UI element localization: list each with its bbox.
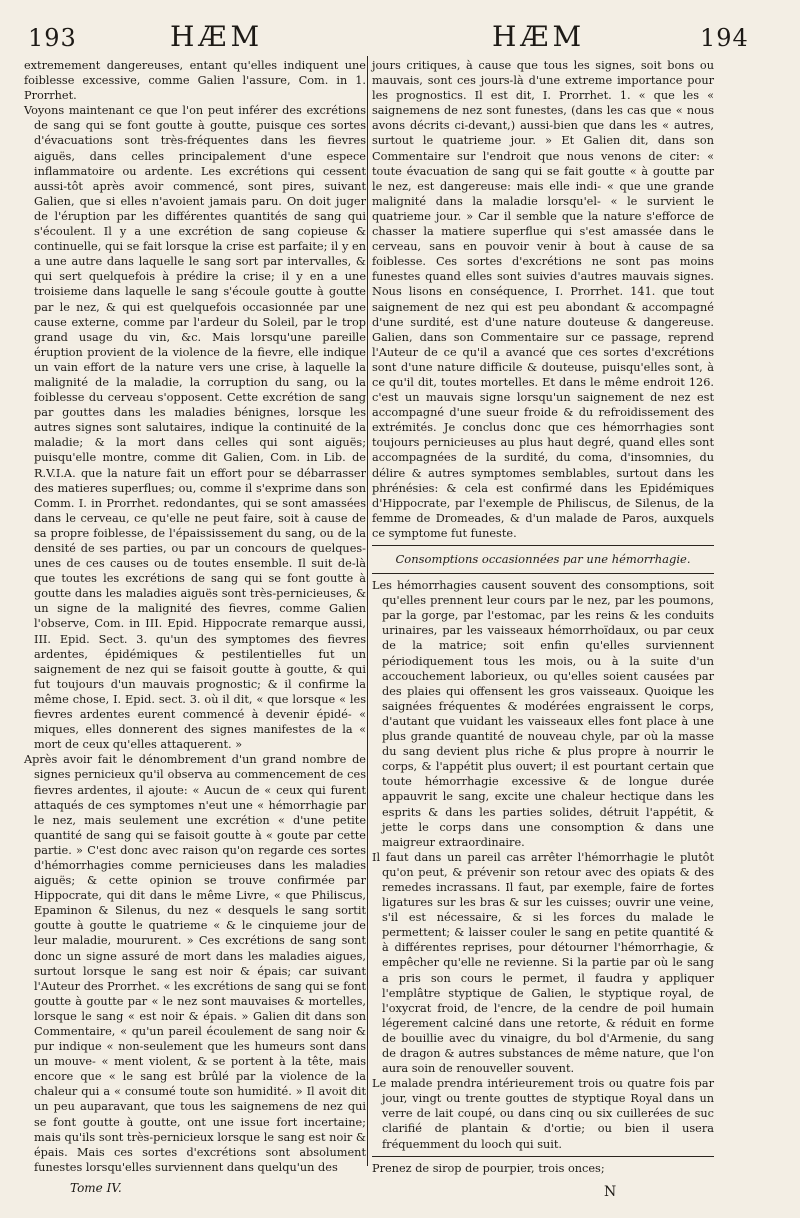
section-rule [372,545,714,546]
right-column [372,58,714,1176]
page-number-right: 194 [700,24,749,52]
paragraph: Les hémorrhagies causent souvent des consomptions, soit qu'elles prennent leur cours par le nez, par les poumons, par la gorge, par l'estomac, par les reins & les conduits urinaires, par les vaisseaux hémorrhoïdaux, ou par ceux de la matrice; soit enfin qu'elles surviennent périodiquement tous les mois, ou à la suite d'un accouchement laborieux, ou qu'elles soient causées par des plaies qui offensent les gros vaisseaux. Quoique les saignées fréquentes & modérées engraissent le corps, d'autant que vuidant les vaisseaux elles font place à une plus grande quantité de nouveau chyle, par où la masse du sang devient plus riche & plus propre à nourrir le corps, & l'appétit plus ouvert; il est pourtant certain que toute hémorrhagie excessive & de longue durée appauvrit le sang, excite une chaleur hectique dans les esprits & dans les parties solides, détruit l'appétit, & jette le corps dans une consomption & dans une maigreur extraordinaire. [372,579,714,849]
headword-right: HÆM [492,20,586,53]
paragraph: Après avoir fait le dénombrement d'un grand nombre de signes pernicieux qu'il observa au commencement de ces fievres ardentes, il ajoute: « Aucun de « ceux qui furent attaqués de ces symptomes n'eut une « hémorrhagie par le nez, mais seulement une excrétion « d'une petite quantité de sang qui se faisoit goutte à « goute par cette partie. » C'est donc avec raison qu'on regarde ces sortes d'hémorrhagies comme pernicieuses dans les maladies aiguës; & cette opinion se trouve confirmée par Hippocrate, qui dit dans le même Livre, « que Philiscus, Epaminon & Silenus, du nez « desquels le sang sortit goutte à goutte le quatrieme « & le cinquieme jour de leur maladie, moururent. » Ces excrétions de sang sont donc un signe assuré de mort dans les maladies aigues, surtout lorsque le sang est noir & épais; car suivant l'Auteur des Prorrhet. « les excrétions de sang qui se font goutte à goutte par « le nez sont mauvaises & mortelles, lorsque le sang « est noir & épais. » Galien dit dans son Commentaire, « qu'un pareil écoulement de sang noir & pur indique « non-seulement que les humeurs sont dans un mouve- « ment violent, & se portent à la tête, mais encore que « le sang est brûlé par la violence de la chaleur qui a « consumé toute son humidité. » Il avoit dit un peu auparavant, que tous les saignemens de nez qui se font goutte à goutte, ont une issue fort incertaine; mais qu'ils sont très-pernicieux lorsque le sang est noir & épais. Mais ces sortes d'excrétions sont absolument funestes lorsqu'elles surviennent dans quelqu'un des [24,753,366,1174]
paragraph: extremement dangereuses, entant qu'elles indiquent une foiblesse excessive, comme Galien l'assure, Com. in 1. Prorrhet. [24,59,366,103]
paragraph: Il faut dans un pareil cas arrêter l'hémorrhagie le plutôt qu'on peut, & prévenir son retour avec des opiats & des remedes incrassans. Il faut, par exemple, faire de fortes ligatures sur les bras & sur les cuisses; ouvrir une veine, s'il est nécessaire, & si les forces du malade le permettent; & laisser couler le sang en petite quantité & à différentes reprises, pour détourner l'hémorrhagie, & empêcher qu'elle ne revienne. Si la partie par où le sang a pris son cours le permet, il faudra y appliquer l'emplâtre styptique de Galien, le styptique royal, de l'oxycrat froid, de l'encre, de la cendre de poil humain légerement calciné dans une retorte, & réduit en forme de bouillie avec du vinaigre, du bol d'Armenie, du sang de dragon & autres substances de même nature, que l'on aura soin de renouveller souvent. [372,850,714,1076]
left-column [24,58,366,1175]
headword-left: HÆM [170,20,264,53]
page-header [0,18,800,58]
section-heading: Consomptions occasionnées par une hémorrhagie. [395,552,691,566]
column-rule [367,56,368,1166]
signature-mark: N [604,1184,617,1200]
page-number-left: 193 [28,24,77,52]
section-rule [372,1156,714,1157]
paragraph: Le malade prendra intérieurement trois ou quatre fois par jour, vingt ou trente gouttes de styptique Royal dans un verre de lait coupé, ou dans cinq ou six cuillerées de suc clarifié de plantain & d'ortie; ou bien il usera fréquemment du looch qui suit. [372,1077,714,1151]
volume-label: Tome IV. [70,1181,122,1195]
paragraph: jours critiques, à cause que tous les signes, soit bons ou mauvais, sont ces jours-là d'une extreme importance pour les prognostics. Il est dit, I. Prorrhet. 1. « que les « saignemens de nez sont funestes, (dans les cas que « nous avons décrits ci-devant,) aussi-bien que dans les « autres, surtout le quatrieme jour. » Et Galien dit, dans son Commentaire sur l'endroit que nous venons de citer: « toute évacuation de sang qui se fait goutte « à goutte par le nez, est dangereuse: mais elle indi- « que une grande malignité dans la maladie lorsqu'el- « le survient le quatrieme jour. » Car il semble que la nature s'efforce de chasser la matiere superflue qui s'est amassée dans le cerveau, sans en pouvoir venir à bout à cause de sa foiblesse. Ces sortes d'excrétions ne sont pas moins funestes quand elles sont suivies d'autres mauvais signes. Nous lisons en conséquence, I. Prorrhet. 141. que tout saignement de nez qui est peu abondant & accompagné d'une surdité, est d'une nature douteuse & dangereuse. Galien, dans son Commentaire sur ce passage, reprend l'Auteur de ce qu'il a avancé que ces sortes d'excrétions sont d'une nature difficile & douteuse, puisqu'elles sont, à ce qu'il dit, toutes mortelles. Et dans le même endroit 126. c'est un mauvais signe lorsqu'un saignement de nez est accompagné d'une sueur froide & du refroidissement des extrémités. Je conclus donc que ces hémorrhagies sont toujours pernicieuses au plus haut degré, quand elles sont accompagnées de la surdité, du coma, d'insomnies, du délire & autres symptomes semblables, surtout dans les phrénésies: & cela est confirmé dans les Epidémiques d'Hippocrate, par l'exemple de Philiscus, de Silenus, de la femme de Dromeades, & d'un malade de Paros, auxquels ce symptome fut funeste. [372,59,714,540]
section-rule [372,573,714,574]
recipe-line: Prenez de sirop de pourpier, trois onces; [372,1161,605,1175]
paragraph: Voyons maintenant ce que l'on peut inférer des excrétions de sang qui se font goutte à goutte, puisque ces sortes d'évacuations sont très-fréquentes dans les fievres aiguës, dans celles principalement d'une espece inflammatoire ou ardente. Les excrétions qui cessent aussi-tôt après avoir commencé, sont pires, suivant Galien, que si elles n'avoient jamais paru. On doit juger de l'éruption par les différentes quantités de sang qui s'écoulent. Il y a une excrétion de sang copieuse & continuelle, qui se fait lorsque la crise est parfaite; il y en a une autre dans laquelle le sang sort par intervalles, & qui sert quelquefois à prédire la crise; il y en a une troisieme dans laquelle le sang s'écoule goutte à goutte par le nez, & qui est quelquefois occasionnée par une cause externe, comme par l'ardeur du Soleil, par le trop grand usage du vin, &c. Mais lorsqu'une pareille éruption provient de la violence de la fievre, elle indique un vain effort de la nature vers une crise, à laquelle la malignité de la maladie, la corruption du sang, ou la foiblesse du cerveau s'opposent. Cette excrétion de sang par gouttes dans les maladies bénignes, lorsque les autres signes sont salutaires, indique la continuité de la maladie; & la mort dans celles qui sont aiguës; puisqu'elle montre, comme dit Galien, Com. in Lib. de R.V.I.A. que la nature fait un effort pour se débarrasser des matieres superflues; ou, comme il s'exprime dans son Comm. I. in Prorrhet. redondantes, qui se sont amassées dans le cerveau, ce qu'elle ne peut faire, soit à cause de sa propre foiblesse, de l'épaississement du sang, ou de la densité de ses parties, ou par un concours de quelques-unes de ces causes ou de toutes ensemble. Il suit de-là que toutes les excrétions de sang qui se font goutte à goutte dans les maladies aiguës sont très-pernicieuses, & un signe de la malignité des fievres, comme Galien l'observe, Com. in III. Epid. Hippocrate remarque aussi, III. Epid. Sect. 3. qu'un des symptomes des fievres ardentes, épidémiques & pestilentielles fut un saignement de nez qui se faisoit goutte à goutte, & qui fut toujours d'un mauvais prognostic; & il confirme la même chose, I. Epid. sect. 3. où il dit, « que lorsque « les fievres ardentes eurent commencé à devenir épidé- « miques, elles donnerent des signes manifestes de la « mort de ceux qu'elles attaquerent. » [24,104,366,752]
